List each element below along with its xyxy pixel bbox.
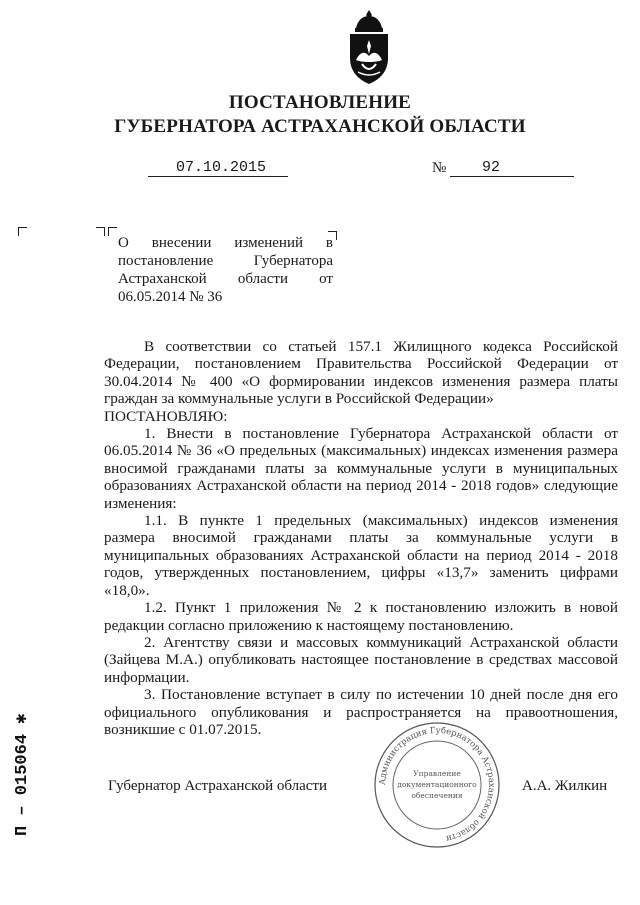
signatory-name: А.А. Жилкин [522, 778, 608, 794]
subject-bracket-left-outer [96, 227, 105, 236]
coat-of-arms-icon [344, 8, 394, 86]
svg-text:документационного: документационного [397, 780, 477, 789]
document-subtitle: ГУБЕРНАТОРА АСТРАХАНСКОЙ ОБЛАСТИ [114, 116, 526, 137]
serial-number-text: П – 015064 ✱ [13, 713, 32, 836]
signatory-position: Губернатор Астраханской области [108, 778, 328, 794]
subject-bracket-left-inner [108, 227, 117, 236]
svg-text:обеспечения: обеспечения [411, 791, 463, 800]
svg-text:Администрация Губернатора Астр: Администрация Губернатора Астраханской области [377, 725, 497, 844]
date-underline [148, 176, 288, 177]
number-label: № [432, 160, 447, 176]
document-body [104, 338, 618, 738]
document-number: 92 [482, 159, 501, 176]
paragraph-1-1: 1.1. В пункте 1 предельных (максимальных) индексов изменения размера вносимой гражданами платы за коммунальные услуги в муниципальных образованиях Астраханской области на период 2014 - 2018 годов, утвержденных постановлением, цифры «13,7» заменить цифрами «18,0». [104, 512, 618, 599]
paragraph-1: 1. Внести в постановление Губернатора Астраханской области от 06.05.2014 № 36 «О предельных (максимальных) индексах изменения размера вносимой гражданами платы за коммунальные услуги в муниципальных образованиях Астраханской области на период 2014 - 2018 годов» следующие изменения: [104, 425, 618, 512]
paragraph-2: 2. Агентству связи и массовых коммуникаций Астраханской области (Зайцева М.А.) опубликовать настоящее постановление в средствах массовой информации. [104, 633, 618, 686]
document-date: 07.10.2015 [176, 159, 267, 176]
paragraph-resolve: ПОСТАНОВЛЯЮ: [104, 407, 228, 425]
paragraph-1-2: 1.2. Пункт 1 приложения № 2 к постановлению изложить в новой редакции согласно приложению к настоящему постановлению. [104, 599, 618, 634]
document-subject: О внесении изменений в постановление Губернатора Астраханской области от 06.05.2014 № 36 [118, 235, 333, 305]
left-corner-mark [18, 227, 27, 236]
paragraph-preamble: В соответствии со статьей 157.1 Жилищного кодекса Российской Федерации, постановлением Правительства Российской Федерации от 30.04.2014 № 400 «О формировании индексов изменения размера платы граждан за коммунальные услуги в Российской Федерации» [104, 338, 618, 408]
serial-number [6, 690, 34, 840]
document-title: ПОСТАНОВЛЕНИЕ [228, 92, 412, 113]
seal-stamp-icon [372, 720, 502, 850]
number-underline [450, 176, 574, 177]
svg-text:Управление: Управление [413, 769, 461, 778]
paragraph-3: 3. Постановление вступает в силу по истечении 10 дней после дня его официального опубликования и распространяется на правоотношения, возникшие с 01.07.2015. [104, 686, 618, 738]
